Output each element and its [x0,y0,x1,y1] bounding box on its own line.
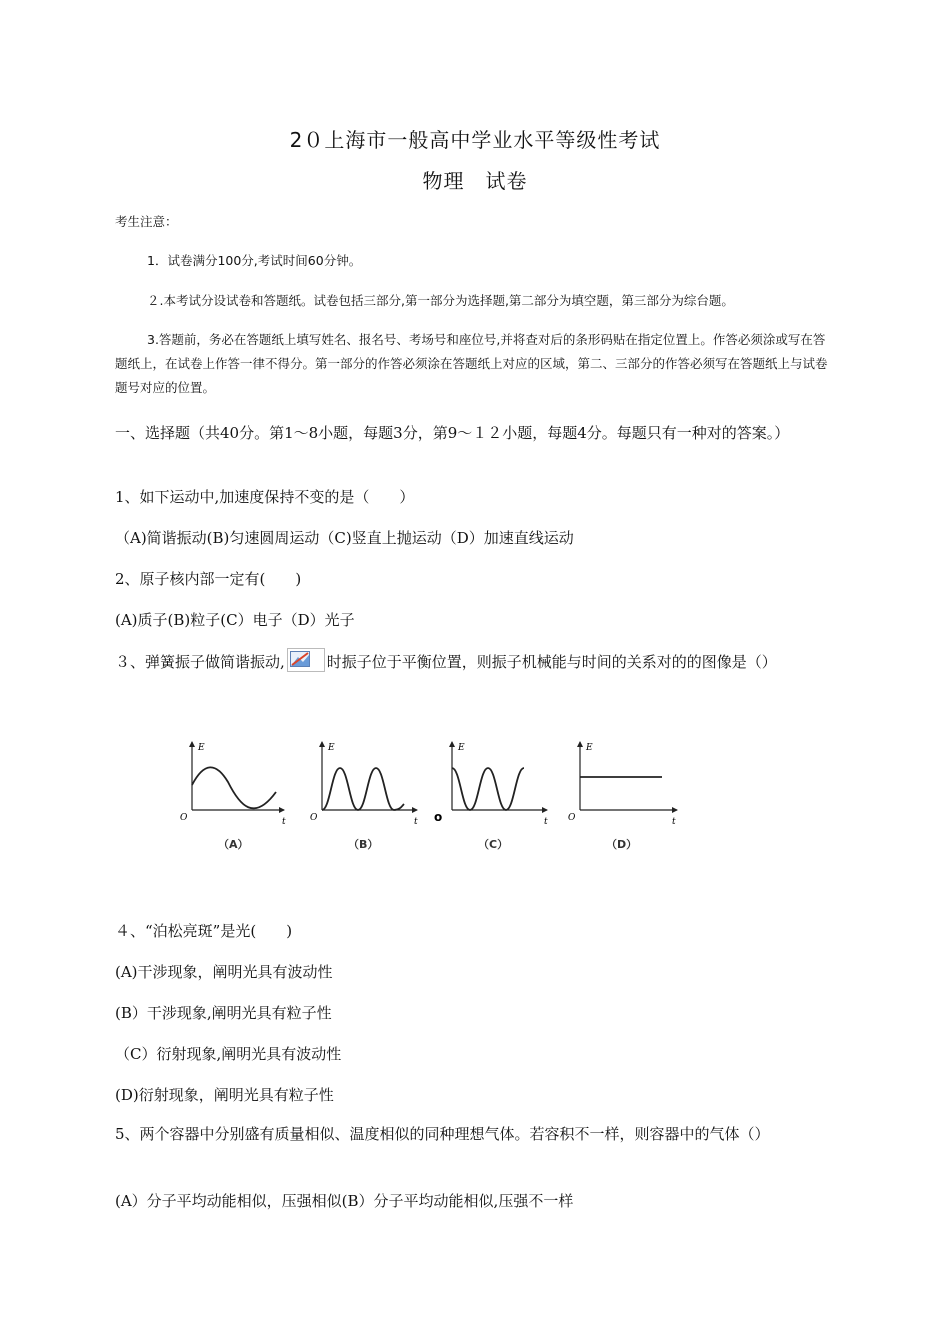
graph-c-curve [452,768,524,810]
question-4-option-c: （C）衍射现象,阐明光具有波动性 [115,1045,342,1063]
graph-d-caption: （D） [606,838,638,851]
graph-a-origin: O [180,813,188,823]
question-5-stem: 5、两个容器中分别盛有质量相似、温度相似的同种理想气体。若容积不一样，则容器中的气体（） [115,1125,770,1143]
graph-a-y-label: E [198,743,205,753]
graph-b-x-label: t [414,817,418,827]
question-4-stem: ４、“泊松亮斑”是光( ) [115,922,293,940]
question-1-options: （A)简谐振动(B)匀速圆周运动（C)竖直上抛运动（D）加速直线运动 [115,529,574,547]
question-2-options: (A)质子(B)粒子(C）电子（D）光子 [115,611,355,629]
question-3-stem-after: 时振子位于平衡位置，则振子机械能与时间的关系对的的图像是（） [326,653,777,671]
graph-d-y-label: E [586,743,593,753]
graph-a-x-label: t [282,817,286,827]
graph-b-y-label: E [328,743,335,753]
graph-a-curve [192,767,276,808]
question-5-options: (A）分子平均动能相似，压强相似(B）分子平均动能相似,压强不一样 [115,1192,574,1210]
graph-c-caption: （C） [478,838,509,851]
graph-c-origin: o [434,810,443,824]
graph-b [310,742,418,851]
graphs-svg [172,720,682,870]
question-3-stem [115,648,837,675]
notice-item-2: ２.本考试分设试卷和答题纸。试卷包括三部分,第一部分为选择题,第二部分为填空题，第三部分为综台题。 [147,293,734,308]
question-3-graphs [172,720,682,870]
graph-b-origin: O [310,813,318,823]
exam-subtitle: 物理 试卷 [422,169,528,193]
graph-c [434,742,548,851]
graph-b-curve [322,768,404,810]
section-heading: 一、选择题（共40分。第1～8小题，每题3分，第9～１２小题，每题4分。每题只有一种对的答案。） [115,424,790,442]
question-2-stem: 2、原子核内部一定有( ) [115,570,302,588]
question-1-stem: 1、如下运动中,加速度保持不变的是（ ） [115,488,415,506]
graph-c-y-label: E [458,743,465,753]
question-4-option-d: (D)衍射现象，阐明光具有粒子性 [115,1086,334,1104]
graph-b-caption: （B） [348,838,379,851]
notice-item-3: 3.答题前，务必在答题纸上填写姓名、报名号、考场号和座位号,并将查对后的条形码贴在指定位置上。作答必须涂或写在答题纸上，在试卷上作答一律不得分。第一部分的作答必须涂在答题纸上对应的区域，第二、三部分的作答必须写在答题纸上与试卷题号对应的位置。 [115,332,828,395]
graph-c-x-label: t [544,817,548,827]
question-3-stem-before: ３、弹簧振子做简谐振动, [115,653,285,671]
graph-a-caption: （A） [218,838,249,851]
question-4-option-b: (B）干涉现象,阐明光具有粒子性 [115,1004,332,1022]
graph-d-x-label: t [672,817,676,827]
graph-a [180,742,286,851]
broken-image-icon [287,648,325,672]
exam-title: 2０上海市一般高中学业水平等级性考试 [289,128,661,152]
graph-d [568,742,677,851]
graph-d-origin: O [568,813,576,823]
notice-label: 考生注意： [115,214,178,229]
notice-item-1: 1．试卷满分100分,考试时间60分钟。 [147,253,362,268]
question-4-option-a: (A)干涉现象，阐明光具有波动性 [115,963,333,981]
